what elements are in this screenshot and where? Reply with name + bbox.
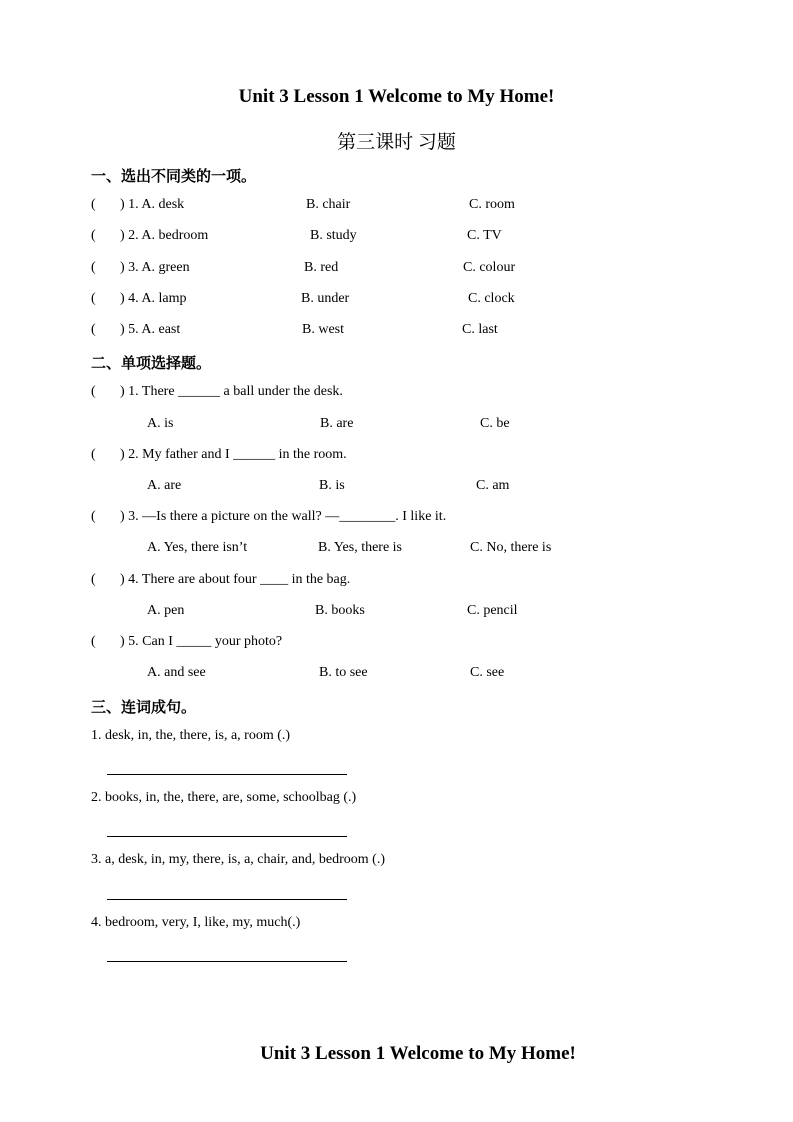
- option-b: B. study: [310, 228, 357, 243]
- option-c: C. colour: [463, 260, 516, 275]
- option-a: A. and see: [147, 665, 206, 680]
- section-3-item: [0, 790, 793, 810]
- section-1-item: [0, 260, 793, 280]
- word-list: 2. books, in, the, there, are, some, schoolbag (.): [91, 790, 357, 805]
- question-text: ) 4. There are about four ____ in the bag.: [120, 572, 351, 587]
- section-2-question: [0, 572, 793, 592]
- section-3-heading: 三、连词成句。: [91, 700, 197, 716]
- answer-paren: (: [91, 572, 96, 587]
- option-a: ) 5. A. east: [120, 322, 181, 337]
- option-a: ) 3. A. green: [120, 260, 190, 275]
- section-2-question: [0, 447, 793, 467]
- option-b: B. Yes, there is: [318, 540, 403, 555]
- option-b: B. under: [301, 291, 350, 306]
- answer-paren: (: [91, 260, 96, 275]
- question-text: ) 3. —Is there a picture on the wall? —________. I like it.: [120, 509, 447, 524]
- page-subtitle: 第三课时 习题: [337, 132, 456, 153]
- section-2-options: [0, 478, 793, 498]
- section-1-item: [0, 291, 793, 311]
- answer-line[interactable]: [107, 961, 347, 962]
- option-c: C. room: [469, 197, 515, 212]
- section-3-item: [0, 915, 793, 935]
- option-a: A. is: [147, 416, 174, 431]
- option-b: B. west: [302, 322, 344, 337]
- option-a: ) 4. A. lamp: [120, 291, 187, 306]
- option-c: C. TV: [467, 228, 502, 243]
- answer-paren: (: [91, 228, 96, 243]
- section-1-item: [0, 228, 793, 248]
- section-1-item: [0, 322, 793, 342]
- option-c: C. last: [462, 322, 498, 337]
- option-c: C. be: [480, 416, 510, 431]
- option-a: ) 2. A. bedroom: [120, 228, 209, 243]
- section-2-options: [0, 416, 793, 436]
- option-b: B. books: [315, 603, 365, 618]
- section-2-options: [0, 603, 793, 623]
- question-text: ) 5. Can I _____ your photo?: [120, 634, 283, 649]
- question-text: ) 1. There ______ a ball under the desk.: [120, 384, 343, 399]
- section-1-heading: 一、选出不同类的一项。: [91, 169, 257, 185]
- option-a: A. Yes, there isn’t: [147, 540, 248, 555]
- section-2-options: [0, 540, 793, 560]
- question-text: ) 2. My father and I ______ in the room.: [120, 447, 347, 462]
- section-2-heading: 二、单项选择题。: [91, 356, 212, 372]
- answer-paren: (: [91, 384, 96, 399]
- word-list: 3. a, desk, in, my, there, is, a, chair, and, bedroom (.): [91, 852, 385, 867]
- option-b: B. is: [319, 478, 345, 493]
- word-list: 4. bedroom, very, I, like, my, much(.): [91, 915, 301, 930]
- option-b: B. chair: [306, 197, 351, 212]
- answer-paren: (: [91, 291, 96, 306]
- answer-paren: (: [91, 197, 96, 212]
- option-a: ) 1. A. desk: [120, 197, 185, 212]
- section-3-item: [0, 728, 793, 748]
- section-2-options: [0, 665, 793, 685]
- section-2-question: [0, 634, 793, 654]
- answer-line[interactable]: [107, 899, 347, 900]
- page-title: Unit 3 Lesson 1 Welcome to My Home!: [238, 86, 555, 107]
- section-2-question: [0, 509, 793, 529]
- word-list: 1. desk, in, the, there, is, a, room (.): [91, 728, 291, 743]
- option-b: B. to see: [319, 665, 368, 680]
- option-c: C. clock: [468, 291, 515, 306]
- option-c: C. am: [476, 478, 510, 493]
- answer-paren: (: [91, 634, 96, 649]
- option-c: C. pencil: [467, 603, 518, 618]
- section-3-item: [0, 852, 793, 872]
- answer-paren: (: [91, 447, 96, 462]
- option-c: C. see: [470, 665, 505, 680]
- option-c: C. No, there is: [470, 540, 552, 555]
- section-2-question: [0, 384, 793, 404]
- answer-paren: (: [91, 509, 96, 524]
- option-a: A. pen: [147, 603, 185, 618]
- answer-paren: (: [91, 322, 96, 337]
- footer-title: Unit 3 Lesson 1 Welcome to My Home!: [260, 1043, 576, 1064]
- answer-line[interactable]: [107, 836, 347, 837]
- option-b: B. red: [304, 260, 339, 275]
- section-1-item: [0, 197, 793, 217]
- option-b: B. are: [320, 416, 354, 431]
- option-a: A. are: [147, 478, 182, 493]
- answer-line[interactable]: [107, 774, 347, 775]
